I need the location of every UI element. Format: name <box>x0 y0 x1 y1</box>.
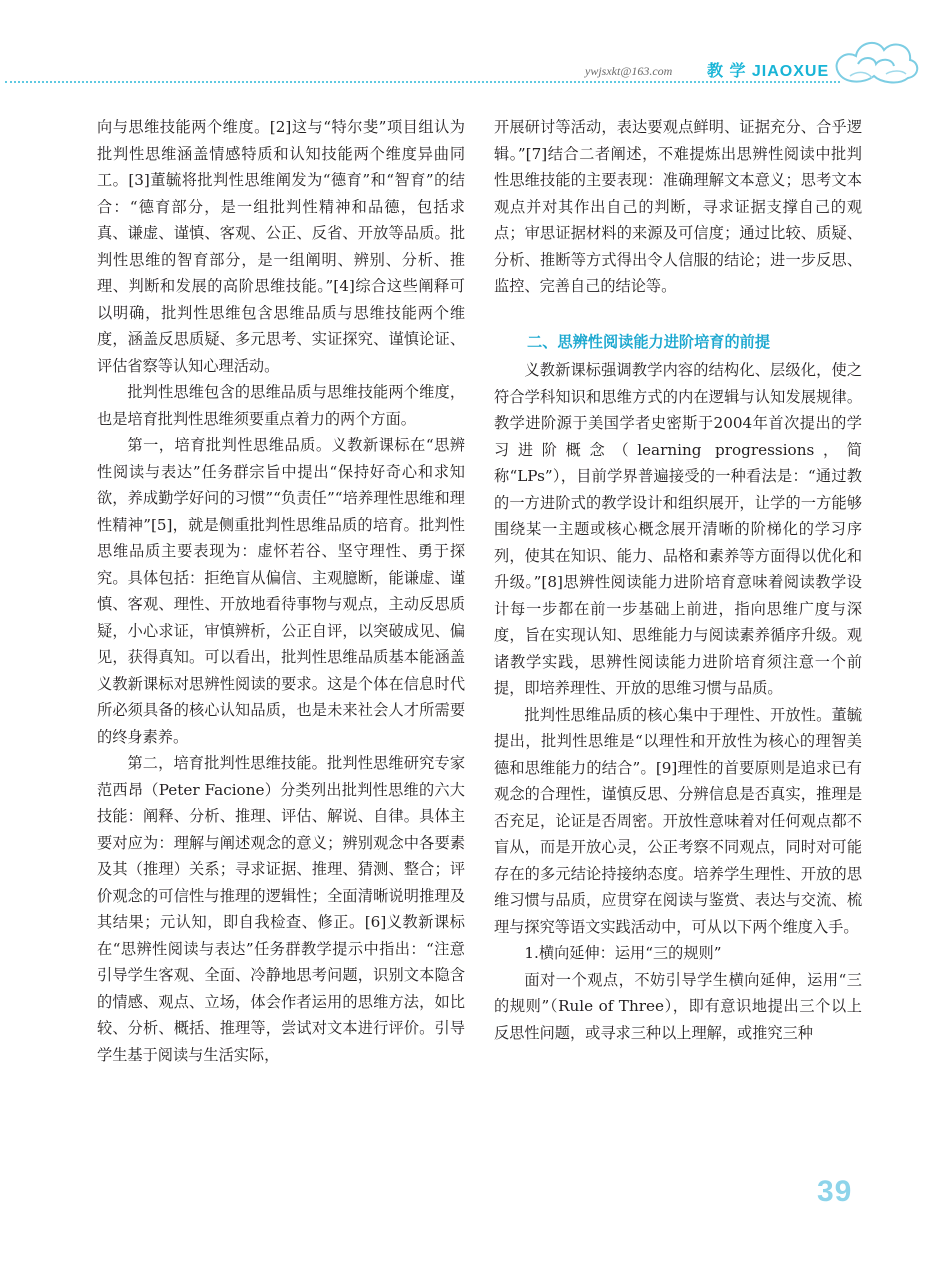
paragraph: 义教新课标强调教学内容的结构化、层级化，使之符合学科知识和思维方式的内在逻辑与认知发展规律。教学进阶源于美国学者史密斯于2004年首次提出的学习进阶概念（learning progressions，简称“LPs”），目前学界普遍接受的一种看法是：“通过教的一方进阶式的教学设计和组织展开，让学的一方能够围绕某一主题或核心概念展开清晰的阶梯化的学习序列，使其在知识、能力、品格和素养等方面得以优化和升级。”[8]思辨性阅读能力进阶培育意味着阅读教学设计每一步都在前一步基础上前进，指向思维广度与深度，旨在实现认知、思维能力与阅读素养循序升级。观诸教学实践，思辨性阅读能力进阶培育须注意一个前提，即培养理性、开放的思维习惯与品质。 <box>494 361 862 697</box>
cloud-ornament-icon <box>828 30 923 90</box>
header-divider <box>5 81 840 83</box>
paragraph: 第二，培育批判性思维技能。批判性思维研究专家范西昂（Peter Facione）分类列出批判性思维的六大技能：阐释、分析、推理、评估、解说、自律。具体主要对应为：理解与阐述观念的意义；辨别观念中各要素及其（推理）关系；寻求证据、推理、猜测、整合；评价观念的可信性与推理的逻辑性；全面清晰说明推理及其结果；元认知，即自我检查、修正。[6]义教新课标在“思辨性阅读与表达”任务群教学提示中指出：“注意引导学生客观、全面、冷静地思考问题，识别文本隐含的情感、观点、立场，体会作者运用的思维方法，如比较、分析、概括、推理等，尝试对文本进行评价。引导学生基于阅读与生活实际， <box>97 754 465 1064</box>
subsection-heading: 1.横向延伸：运用“三的规则” <box>524 944 722 962</box>
page-number: 39 <box>817 1175 853 1208</box>
section-label: 教 学 JIAOXUE <box>707 63 830 80</box>
paragraph: 批判性思维品质的核心集中于理性、开放性。董毓提出，批判性思维是“以理性和开放性为核心的理智美德和思维能力的结合”。[9]理性的首要原则是追求已有观念的合理性，谨慎反思、分辨信息是否真实，推理是否充足，论证是否周密。开放性意味着对任何观点都不盲从，而是开放心灵，公正考察不同观点，同时对可能存在的多元结论持接纳态度。培养学生理性、开放的思维习惯与品质，应贯穿在阅读与鉴赏、表达与交流、梳理与探究等语文实践活动中，可从以下两个维度入手。 <box>494 705 862 936</box>
paragraph: 开展研讨等活动，表达要观点鲜明、证据充分、合乎逻辑。”[7]结合二者阐述，不难提炼出思辨性阅读中批判性思维技能的主要表现：准确理解文本意义；思考文本观点并对其作出自己的判断，寻求证据支撑自己的观点；审思证据材料的来源及可信度；通过比较、质疑、分析、推断等方式得出令人信服的结论；进一步反思、监控、完善自己的结论等。 <box>494 118 862 295</box>
journal-email: ywjsxkt@163.com <box>585 64 673 78</box>
right-column <box>494 114 862 1046</box>
paragraph: 第一，培育批判性思维品质。义教新课标在“思辨性阅读与表达”任务群宗旨中提出“保持好奇心和求知欲，养成勤学好问的习惯”“负责任”“培养理性思维和理性精神”[5]，就是侧重批判性思维品质的培育。批判性思维品质主要表现为：虚怀若谷、坚守理性、勇于探究。具体包括：拒绝盲从偏信、主观臆断，能谦虚、谨慎、客观、理性、开放地看待事物与观点，主动反思质疑，小心求证，审慎辨析，公正自评，以突破成见、偏见，获得真知。可以看出，批判性思维品质基本能涵盖义教新课标对思辨性阅读的要求。这是个体在信息时代所必须具备的核心认知品质，也是未来社会人才所需要的终身素养。 <box>97 436 465 746</box>
paragraph: 批判性思维包含的思维品质与思维技能两个维度，也是培育批判性思维须要重点着力的两个方面。 <box>97 383 465 428</box>
left-column <box>97 114 465 1068</box>
section-heading: 二、思辨性阅读能力进阶培育的前提 <box>527 332 770 351</box>
paragraph: 向与思维技能两个维度。[2]这与“特尔斐”项目组认为批判性思维涵盖情感特质和认知技能两个维度异曲同工。[3]董毓将批判性思维阐发为“德育”和“智育”的结合：“德育部分，是一组批判性精神和品德，包括求真、谦虚、谨慎、客观、公正、反省、开放等品质。批判性思维的智育部分，是一组阐明、辨别、分析、推理、判断和发展的高阶思维技能。”[4]综合这些阐释可以明确，批判性思维包含思维品质与思维技能两个维度，涵盖反思质疑、多元思考、实证探究、谨慎论证、评估省察等认知心理活动。 <box>97 118 465 375</box>
paragraph: 面对一个观点，不妨引导学生横向延伸，运用“三的规则”（Rule of Three），即有意识地提出三个以上反思性问题，或寻求三种以上理解，或推究三种 <box>494 970 862 1042</box>
